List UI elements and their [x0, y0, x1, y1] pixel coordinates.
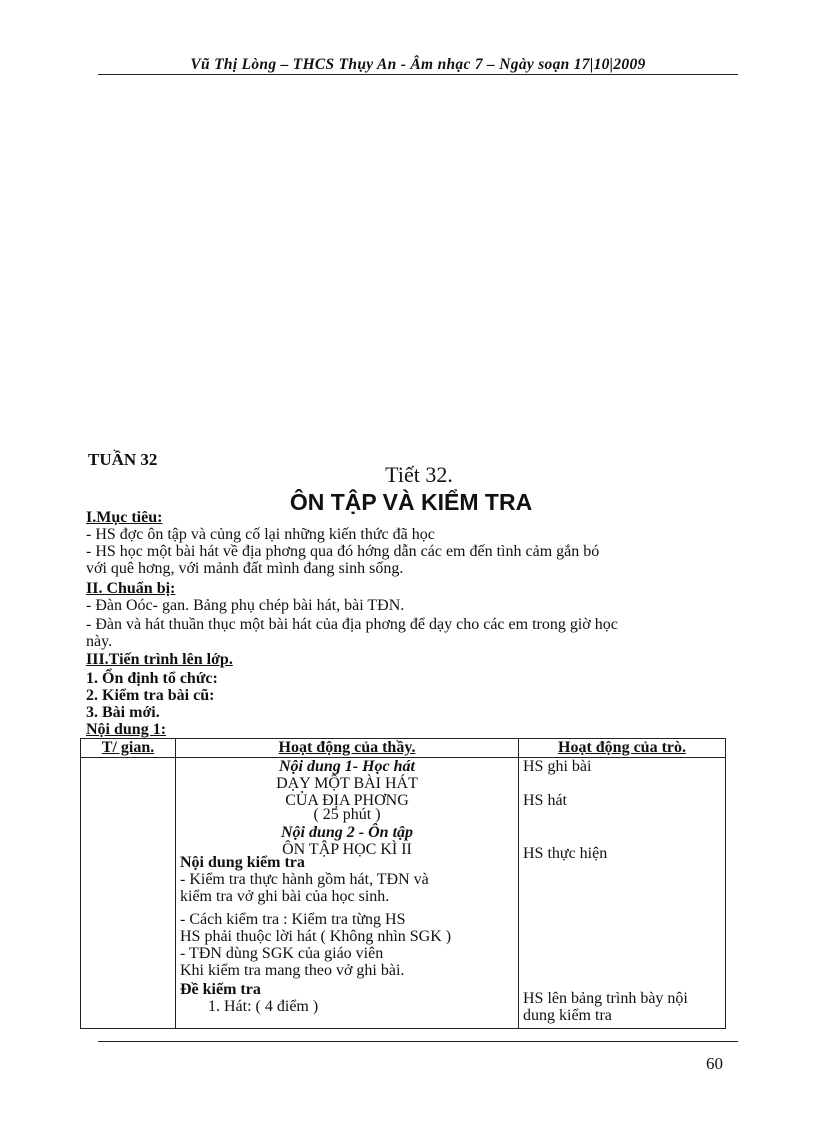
header-rule: [98, 74, 738, 75]
objectives-line: với quê hơng, với mảnh đất mình đang sinh sống.: [86, 560, 404, 577]
exam-heading: Đề kiểm tra: [180, 981, 261, 998]
week-label: TUẦN 32: [88, 450, 158, 469]
check-line: - Cách kiểm tra : Kiểm tra từng HS: [180, 911, 406, 928]
procedure-step: 3. Bài mới.: [86, 704, 160, 721]
preparation-line: - Đàn và hát thuần thục một bài hát của địa phơng để dạy cho các em trong giờ học: [86, 616, 618, 633]
objectives-heading: I.Mục tiêu:: [86, 509, 163, 526]
objectives-section: [86, 509, 726, 577]
check-line: Khi kiểm tra mang theo vở ghi bài.: [180, 962, 405, 979]
student-activity: HS thực hiện: [523, 845, 608, 862]
page-number: 60: [706, 1054, 723, 1073]
content-label: Nội dung 1:: [86, 721, 167, 738]
student-activity: HS lên bảng trình bày nội: [523, 990, 688, 1007]
preparation-line: - Đàn Oóc- gan. Bảng phụ chép bài hát, bài TĐN.: [86, 597, 405, 614]
check-line: - TĐN dùng SGK của giáo viên: [180, 945, 384, 962]
preparation-section: [86, 580, 726, 650]
content1-title: Nội dung 1- Học hát: [278, 758, 415, 775]
check-line: HS phải thuộc lời hát ( Không nhìn SGK ): [180, 928, 452, 945]
col-header-time: T/ gian.: [81, 739, 176, 758]
content1-line: DẠY MỘT BÀI HÁT: [276, 775, 418, 792]
procedure-step: 1. Ổn định tổ chức:: [86, 670, 218, 687]
content1-line: CỦA ĐỊA PHƠNG: [285, 792, 409, 809]
content2-line: ÔN TẬP HỌC KÌ II: [282, 841, 412, 858]
lesson-title: ÔN TẬP VÀ KIỂM TRA: [289, 489, 533, 515]
preparation-line: này.: [86, 633, 113, 650]
table-row: [81, 758, 726, 1029]
time-cell: [81, 758, 176, 1029]
student-activity: dung kiểm tra: [523, 1007, 612, 1024]
procedure-step: 2. Kiểm tra bài cũ:: [86, 687, 215, 704]
col-header-teacher: Hoạt động của thầy.: [176, 739, 519, 758]
teacher-activity-cell: [176, 758, 519, 1029]
col-header-student: Hoạt động của trò.: [519, 739, 726, 758]
procedure-section: [86, 651, 726, 738]
preparation-heading: II. Chuẩn bị:: [86, 580, 176, 597]
content1-duration: ( 25 phút ): [313, 806, 381, 823]
procedure-heading: III.Tiến trình lên lớp.: [86, 651, 233, 668]
student-activity: HS hát: [523, 792, 567, 809]
student-activity: HS ghi bài: [523, 758, 592, 775]
running-header: Vũ Thị Lòng – THCS Thụy An - Âm nhạc 7 – Ngày soạn 17|10|2009: [190, 56, 646, 73]
student-activity-cell: [519, 758, 726, 1029]
table-header-row: [81, 739, 726, 758]
check-line: kiểm tra vở ghi bài của học sinh.: [180, 888, 390, 905]
objectives-line: - HS đợc ôn tập và củng cố lại những kiến thức đã học: [86, 526, 435, 543]
objectives-line: - HS học một bài hát về địa phơng qua đó hớng dẫn các em đến tình cảm gắn bó: [86, 543, 600, 560]
exam-item: 1. Hát: ( 4 điểm ): [208, 998, 319, 1015]
content2-title: Nội dung 2 - Ôn tập: [280, 824, 414, 841]
check-line: - Kiểm tra thực hành gồm hát, TĐN và: [180, 871, 429, 888]
lesson-number: Tiết 32.: [385, 462, 453, 487]
check-content-heading: Nội dung kiểm tra: [180, 854, 305, 871]
lesson-plan-table: [80, 738, 726, 1029]
footer-rule: [98, 1041, 738, 1042]
